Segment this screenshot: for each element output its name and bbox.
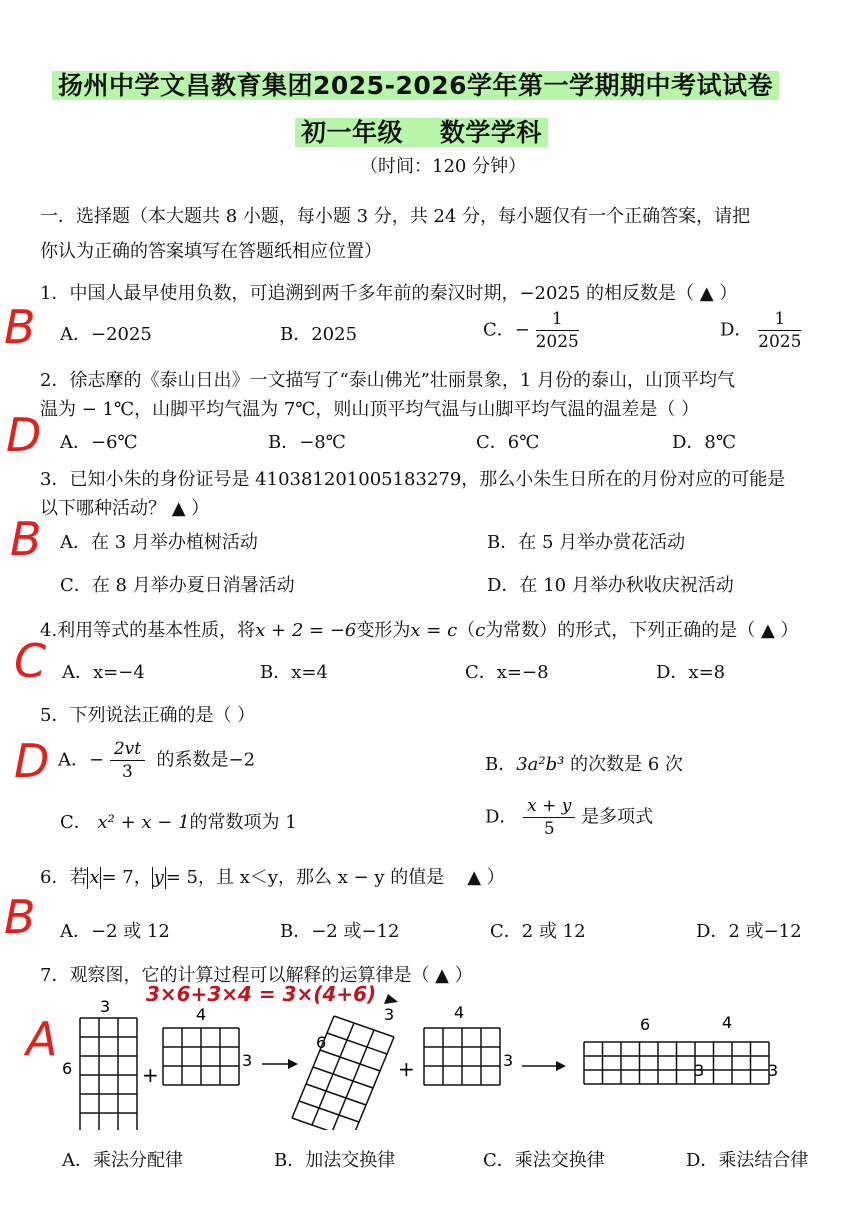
fig-label-g5-right: 3	[768, 1061, 779, 1080]
fig-label-g3-left: 6	[316, 1033, 327, 1052]
question-6-stem: 6．若 x = 7， y = 5，且 x＜y，那么 x − y 的值是 ▲ ）	[40, 867, 505, 888]
question-1-stem: 1．中国人最早使用负数，可追溯到两千多年前的秦汉时期，−2025 的相反数是（ ▲ ）	[40, 283, 738, 304]
question-3-option-a: A．在 3 月举办植树活动	[60, 532, 258, 553]
question-4-handwritten-answer: C	[14, 634, 47, 688]
question-2-handwritten-answer: D	[6, 408, 42, 462]
grid-3x6	[80, 1018, 137, 1130]
question-6-option-b: B．−2 或−12	[280, 921, 400, 942]
question-6-option-a: A．−2 或 12	[60, 921, 170, 942]
question-7-figure	[0, 990, 867, 1130]
question-4-option-c: C．x=−8	[465, 662, 549, 683]
question-6-option-c: C．2 或 12	[490, 921, 586, 942]
fig-label-g4-top: 4	[454, 1003, 465, 1022]
question-2-stem-line1: 2．徐志摩的《泰山日出》一文描写了“泰山佛光”壮丽景象，1 月份的泰山，山顶平均气	[40, 370, 736, 391]
question-2-option-c: C．6℃	[476, 432, 540, 453]
fig-plus-1: +	[142, 1063, 159, 1087]
fig-label-g5-mid: 3	[694, 1061, 705, 1080]
question-3-handwritten-answer: B	[10, 512, 42, 566]
arrow-2	[522, 1061, 566, 1071]
question-2-option-a: A．−6℃	[60, 432, 138, 453]
fig-label-g5-top4: 4	[722, 1013, 733, 1032]
question-7-option-b: B．加法交换律	[274, 1150, 396, 1171]
question-3-option-c: C．在 8 月举办夏日消暑活动	[60, 575, 295, 596]
question-2-stem-line2: 温为 − 1℃，山脚平均气温为 7℃，则山顶平均气温与山脚平均气温的温差是（ ）	[40, 399, 700, 420]
question-1-option-d: D． $\frac{1}{2025}$	[720, 309, 802, 352]
grid-rotated-3x6	[292, 1016, 394, 1130]
fig-plus-2: +	[398, 1057, 415, 1081]
question-5-option-c: C． x² + x − 1的常数项为 1	[60, 812, 297, 833]
question-1-handwritten-answer: B	[4, 300, 36, 354]
grade-label: 初一年级	[301, 118, 404, 147]
question-7-option-d: D．乘法结合律	[686, 1150, 809, 1171]
question-1-option-a: A．−2025	[60, 324, 152, 345]
question-3-option-b: B．在 5 月举办赏花活动	[487, 532, 686, 553]
question-4-stem: 4.利用等式的基本性质，将x + 2 = −6变形为x = c（c为常数）的形式，下列正确的是（ ▲ ）	[40, 620, 799, 641]
question-5-handwritten-answer: D	[14, 734, 50, 788]
question-7-handwritten-work: 3×6+3×4 = 3×(4+6)	[146, 982, 377, 1006]
question-5-stem: 5．下列说法正确的是（ ）	[40, 705, 256, 726]
exam-time: （时间：120 分钟）	[360, 156, 527, 177]
question-6-option-d: D．2 或−12	[696, 921, 802, 942]
grid-4x3-a	[163, 1028, 239, 1085]
grid-4x3-b	[424, 1028, 500, 1085]
question-2-option-b: B．−8℃	[268, 432, 346, 453]
question-3-stem-line1: 3．已知小朱的身份证号是 410381201005183279，那么小朱生日所在的月份对应的可能是	[40, 469, 786, 490]
section-heading-line2: 你认为正确的答案填写在答题纸相应位置）	[40, 241, 382, 262]
question-7-handwritten-answer: A	[26, 1012, 58, 1066]
question-7-option-c: C．乘法交换律	[483, 1150, 605, 1171]
fig-label-g4-right: 3	[503, 1051, 514, 1070]
question-6-handwritten-answer: B	[4, 890, 36, 944]
fig-label-g1-left: 6	[62, 1059, 73, 1078]
fig-label-g2-top: 4	[196, 1005, 207, 1024]
question-5-option-b: B．3a²b³ 的次数是 6 次	[485, 754, 684, 775]
fig-label-g3-right: 3	[384, 1005, 395, 1024]
subject-label: 数学学科	[439, 118, 542, 147]
question-4-option-a: A．x=−4	[62, 662, 145, 683]
fig-label-g1-top: 3	[100, 997, 111, 1016]
exam-subtitle	[295, 113, 548, 149]
question-1-option-b: B．2025	[280, 324, 358, 345]
question-4-option-b: B．x=4	[260, 662, 328, 683]
grid-combined-10x3	[584, 1042, 769, 1084]
question-5-option-d: D． $\frac{x + y}{5}$ 是多项式	[485, 796, 654, 839]
section-heading-line1: 一．选择题（本大题共 8 小题，每小题 3 分，共 24 分，每小题仅有一个正确答案，请把	[40, 206, 751, 227]
question-3-stem-line2: 以下哪种活动？ ▲ ）	[40, 498, 210, 519]
question-2-option-d: D．8℃	[672, 432, 737, 453]
question-5-option-a: A．− $\frac{2vt}{3}$ 的系数是−2	[58, 739, 256, 782]
arrow-1	[262, 1059, 298, 1069]
question-4-option-d: D．x=8	[656, 662, 726, 683]
question-7-stem: 7．观察图，它的计算过程可以解释的运算律是（ ▲ ）	[40, 965, 473, 986]
question-3-option-d: D．在 10 月举办秋收庆祝活动	[487, 575, 734, 596]
question-1-option-c: C．− $\frac{1}{2025}$	[483, 309, 579, 352]
fig-label-g2-right: 3	[242, 1051, 253, 1070]
question-7-option-a: A．乘法分配律	[62, 1150, 183, 1171]
arrow-mark-icon	[384, 994, 398, 1004]
exam-title: 扬州中学文昌教育集团2025-2026学年第一学期期中考试试卷	[52, 66, 779, 102]
fig-label-g5-top6: 6	[640, 1015, 651, 1034]
